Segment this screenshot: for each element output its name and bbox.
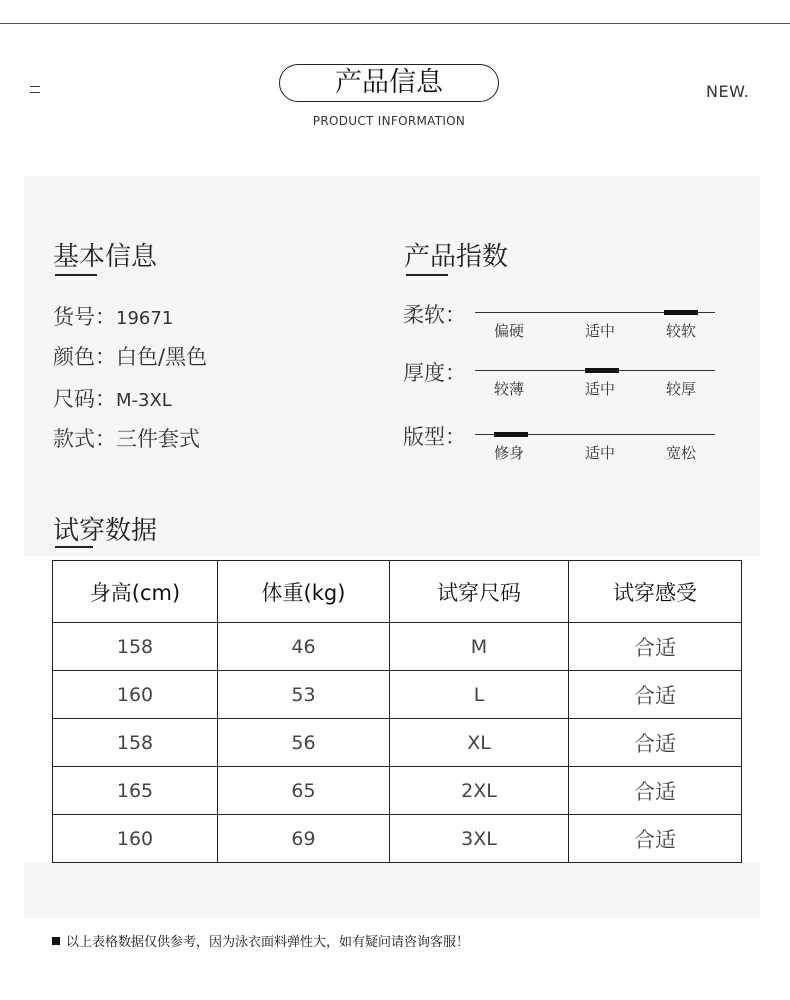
index-option: 较软 (666, 322, 697, 340)
table-row (53, 815, 742, 863)
cell-weight: 56 (218, 719, 390, 767)
bottom-panel (24, 862, 760, 918)
index-option: 宽松 (666, 444, 697, 462)
table-row (53, 623, 742, 671)
fit-data-underline (55, 546, 93, 548)
basic-info-underline (55, 274, 97, 276)
info-row-size (53, 383, 172, 413)
info-row-color (53, 341, 207, 371)
info-value: 19671 (116, 308, 174, 329)
disclaimer-note (52, 931, 469, 950)
index-option: 适中 (585, 380, 616, 398)
index-option: 适中 (585, 444, 616, 462)
cell-height: 158 (53, 623, 218, 671)
fit-data-title: 试穿数据 (53, 516, 158, 546)
header-weight: 体重(kg) (218, 561, 390, 623)
cell-feel: 合适 (569, 719, 742, 767)
header-height: 身高(cm) (53, 561, 218, 623)
table-header-row (53, 561, 742, 623)
index-label: 柔软： (403, 303, 466, 327)
cell-feel: 合适 (569, 815, 742, 863)
cell-size: 2XL (390, 767, 569, 815)
cell-size: XL (390, 719, 569, 767)
info-value: 白色/黑色 (116, 345, 208, 369)
cell-size: L (390, 671, 569, 719)
basic-info-title: 基本信息 (53, 242, 158, 272)
table-row (53, 767, 742, 815)
cell-size: M (390, 623, 569, 671)
cell-height: 160 (53, 671, 218, 719)
cell-weight: 53 (218, 671, 390, 719)
index-option: 偏硬 (494, 322, 525, 340)
cell-size: 3XL (390, 815, 569, 863)
cell-weight: 46 (218, 623, 390, 671)
cell-height: 158 (53, 719, 218, 767)
top-divider (0, 23, 790, 24)
table-row (53, 671, 742, 719)
cell-height: 160 (53, 815, 218, 863)
table-row (53, 719, 742, 767)
info-row-item-no (53, 301, 173, 331)
index-option: 修身 (494, 444, 525, 462)
info-value: M-3XL (116, 390, 172, 411)
index-option: 较厚 (666, 380, 697, 398)
index-label: 厚度： (403, 361, 466, 385)
index-label: 版型： (403, 425, 466, 449)
page-title: 产品信息 (279, 64, 499, 102)
cell-feel: 合适 (569, 623, 742, 671)
new-tag: NEW. (706, 82, 750, 101)
index-selected-marker (494, 432, 528, 437)
info-label: 颜色： (53, 345, 116, 369)
header-size: 试穿尺码 (390, 561, 569, 623)
cell-weight: 69 (218, 815, 390, 863)
bullet-square-icon (52, 937, 60, 945)
fit-data-table (52, 560, 742, 863)
info-row-style (53, 423, 200, 453)
info-label: 款式： (53, 427, 116, 451)
info-label: 尺码： (53, 387, 116, 411)
cell-height: 165 (53, 767, 218, 815)
index-option: 较薄 (494, 380, 525, 398)
cell-weight: 65 (218, 767, 390, 815)
product-index-underline (406, 274, 448, 276)
index-option: 适中 (585, 322, 616, 340)
index-selected-marker (664, 310, 698, 315)
page-subtitle: PRODUCT INFORMATION (312, 114, 466, 128)
index-selected-marker (585, 368, 619, 373)
cell-feel: 合适 (569, 767, 742, 815)
info-value: 三件套式 (116, 427, 200, 451)
menu-icon (30, 86, 40, 94)
disclaimer-text: 以上表格数据仅供参考，因为泳衣面料弹性大，如有疑问请咨询客服！ (66, 935, 470, 950)
header-feel: 试穿感受 (569, 561, 742, 623)
info-label: 货号： (53, 305, 116, 329)
cell-feel: 合适 (569, 671, 742, 719)
product-index-title: 产品指数 (404, 242, 509, 272)
